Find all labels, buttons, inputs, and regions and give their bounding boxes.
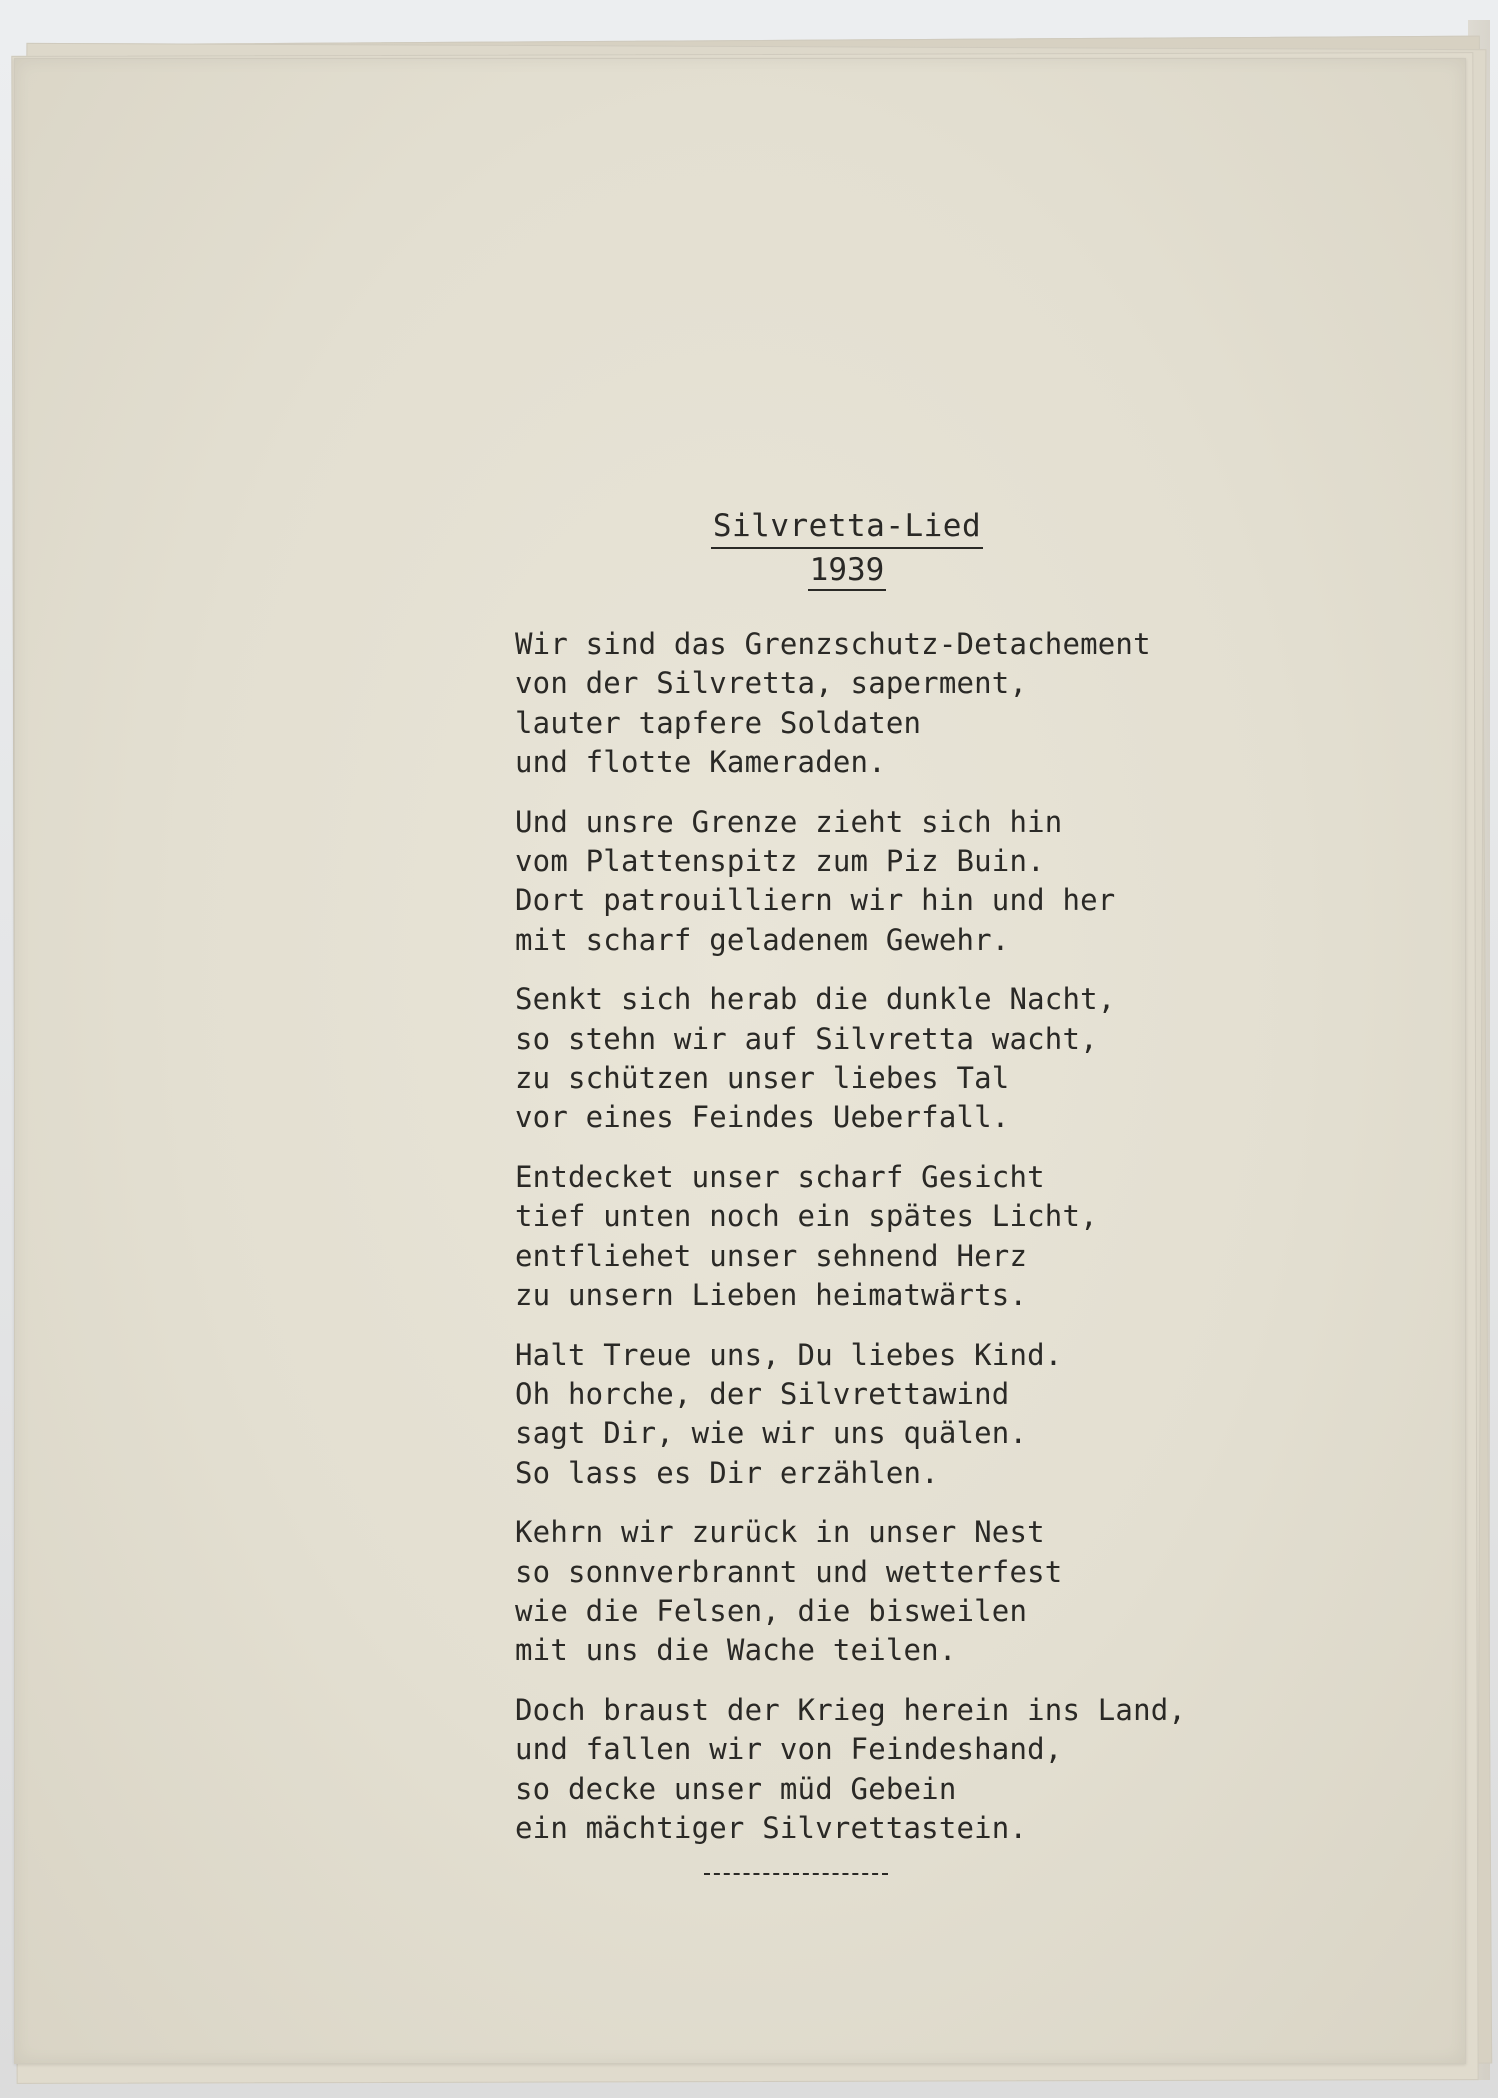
poem-line: vor eines Feindes Ueberfall.	[515, 1100, 1010, 1135]
poem-body	[515, 625, 1255, 1868]
poem-line: ein mächtiger Silvrettastein.	[515, 1810, 1028, 1845]
title-block	[691, 505, 1003, 591]
poem-line: vom Plattenspitz zum Piz Buin.	[515, 844, 1045, 879]
poem-line: so sonnverbrannt und wetterfest	[515, 1554, 1063, 1589]
poem-line: und fallen wir von Feindeshand,	[515, 1732, 1063, 1767]
stanza	[515, 1691, 1255, 1849]
poem-line: von der Silvretta, saperment,	[515, 666, 1028, 701]
poem-line: Entdecket unser scharf Gesicht	[515, 1159, 1045, 1194]
poem-line: wie die Felsen, die bisweilen	[515, 1593, 1028, 1628]
poem-line: so decke unser müd Gebein	[515, 1771, 957, 1806]
poem-line: mit scharf geladenem Gewehr.	[515, 922, 1010, 957]
poem-line: tief unten noch ein spätes Licht,	[515, 1199, 1098, 1234]
poem-line: zu unsern Lieben heimatwärts.	[515, 1278, 1028, 1313]
poem-line: zu schützen unser liebes Tal	[515, 1061, 1010, 1096]
poem-line: sagt Dir, wie wir uns quälen.	[515, 1416, 1028, 1451]
stanza	[515, 1336, 1255, 1494]
poem-line: Dort patrouilliern wir hin und her	[515, 883, 1116, 918]
stanza	[515, 803, 1255, 961]
stanza	[515, 625, 1255, 783]
poem-line: so stehn wir auf Silvretta wacht,	[515, 1021, 1098, 1056]
end-rule	[704, 1873, 888, 1875]
poem-line: Wir sind das Grenzschutz-Detachement	[515, 627, 1151, 661]
poem-line: mit uns die Wache teilen.	[515, 1633, 957, 1668]
typewritten-page	[14, 58, 1466, 2064]
stanza	[515, 1158, 1255, 1316]
stanza	[515, 1513, 1255, 1671]
poem-line: So lass es Dir erzählen.	[515, 1455, 939, 1490]
poem-line: entfliehet unser sehnend Herz	[515, 1238, 1028, 1273]
song-year: 1939	[808, 551, 887, 591]
stanza	[515, 980, 1255, 1138]
song-title: Silvretta-Lied	[711, 505, 983, 549]
poem-line: lauter tapfere Soldaten	[515, 705, 922, 740]
poem-line: Halt Treue uns, Du liebes Kind.	[515, 1337, 1063, 1372]
poem-line: und flotte Kameraden.	[515, 745, 886, 780]
poem-line: Doch braust der Krieg herein ins Land,	[515, 1692, 1187, 1727]
poem-line: Senkt sich herab die dunkle Nacht,	[515, 982, 1116, 1017]
page-content	[15, 59, 1465, 2063]
poem-line: Oh horche, der Silvrettawind	[515, 1376, 1010, 1411]
poem-line: Und unsre Grenze zieht sich hin	[515, 804, 1063, 839]
poem-line: Kehrn wir zurück in unser Nest	[515, 1515, 1045, 1550]
